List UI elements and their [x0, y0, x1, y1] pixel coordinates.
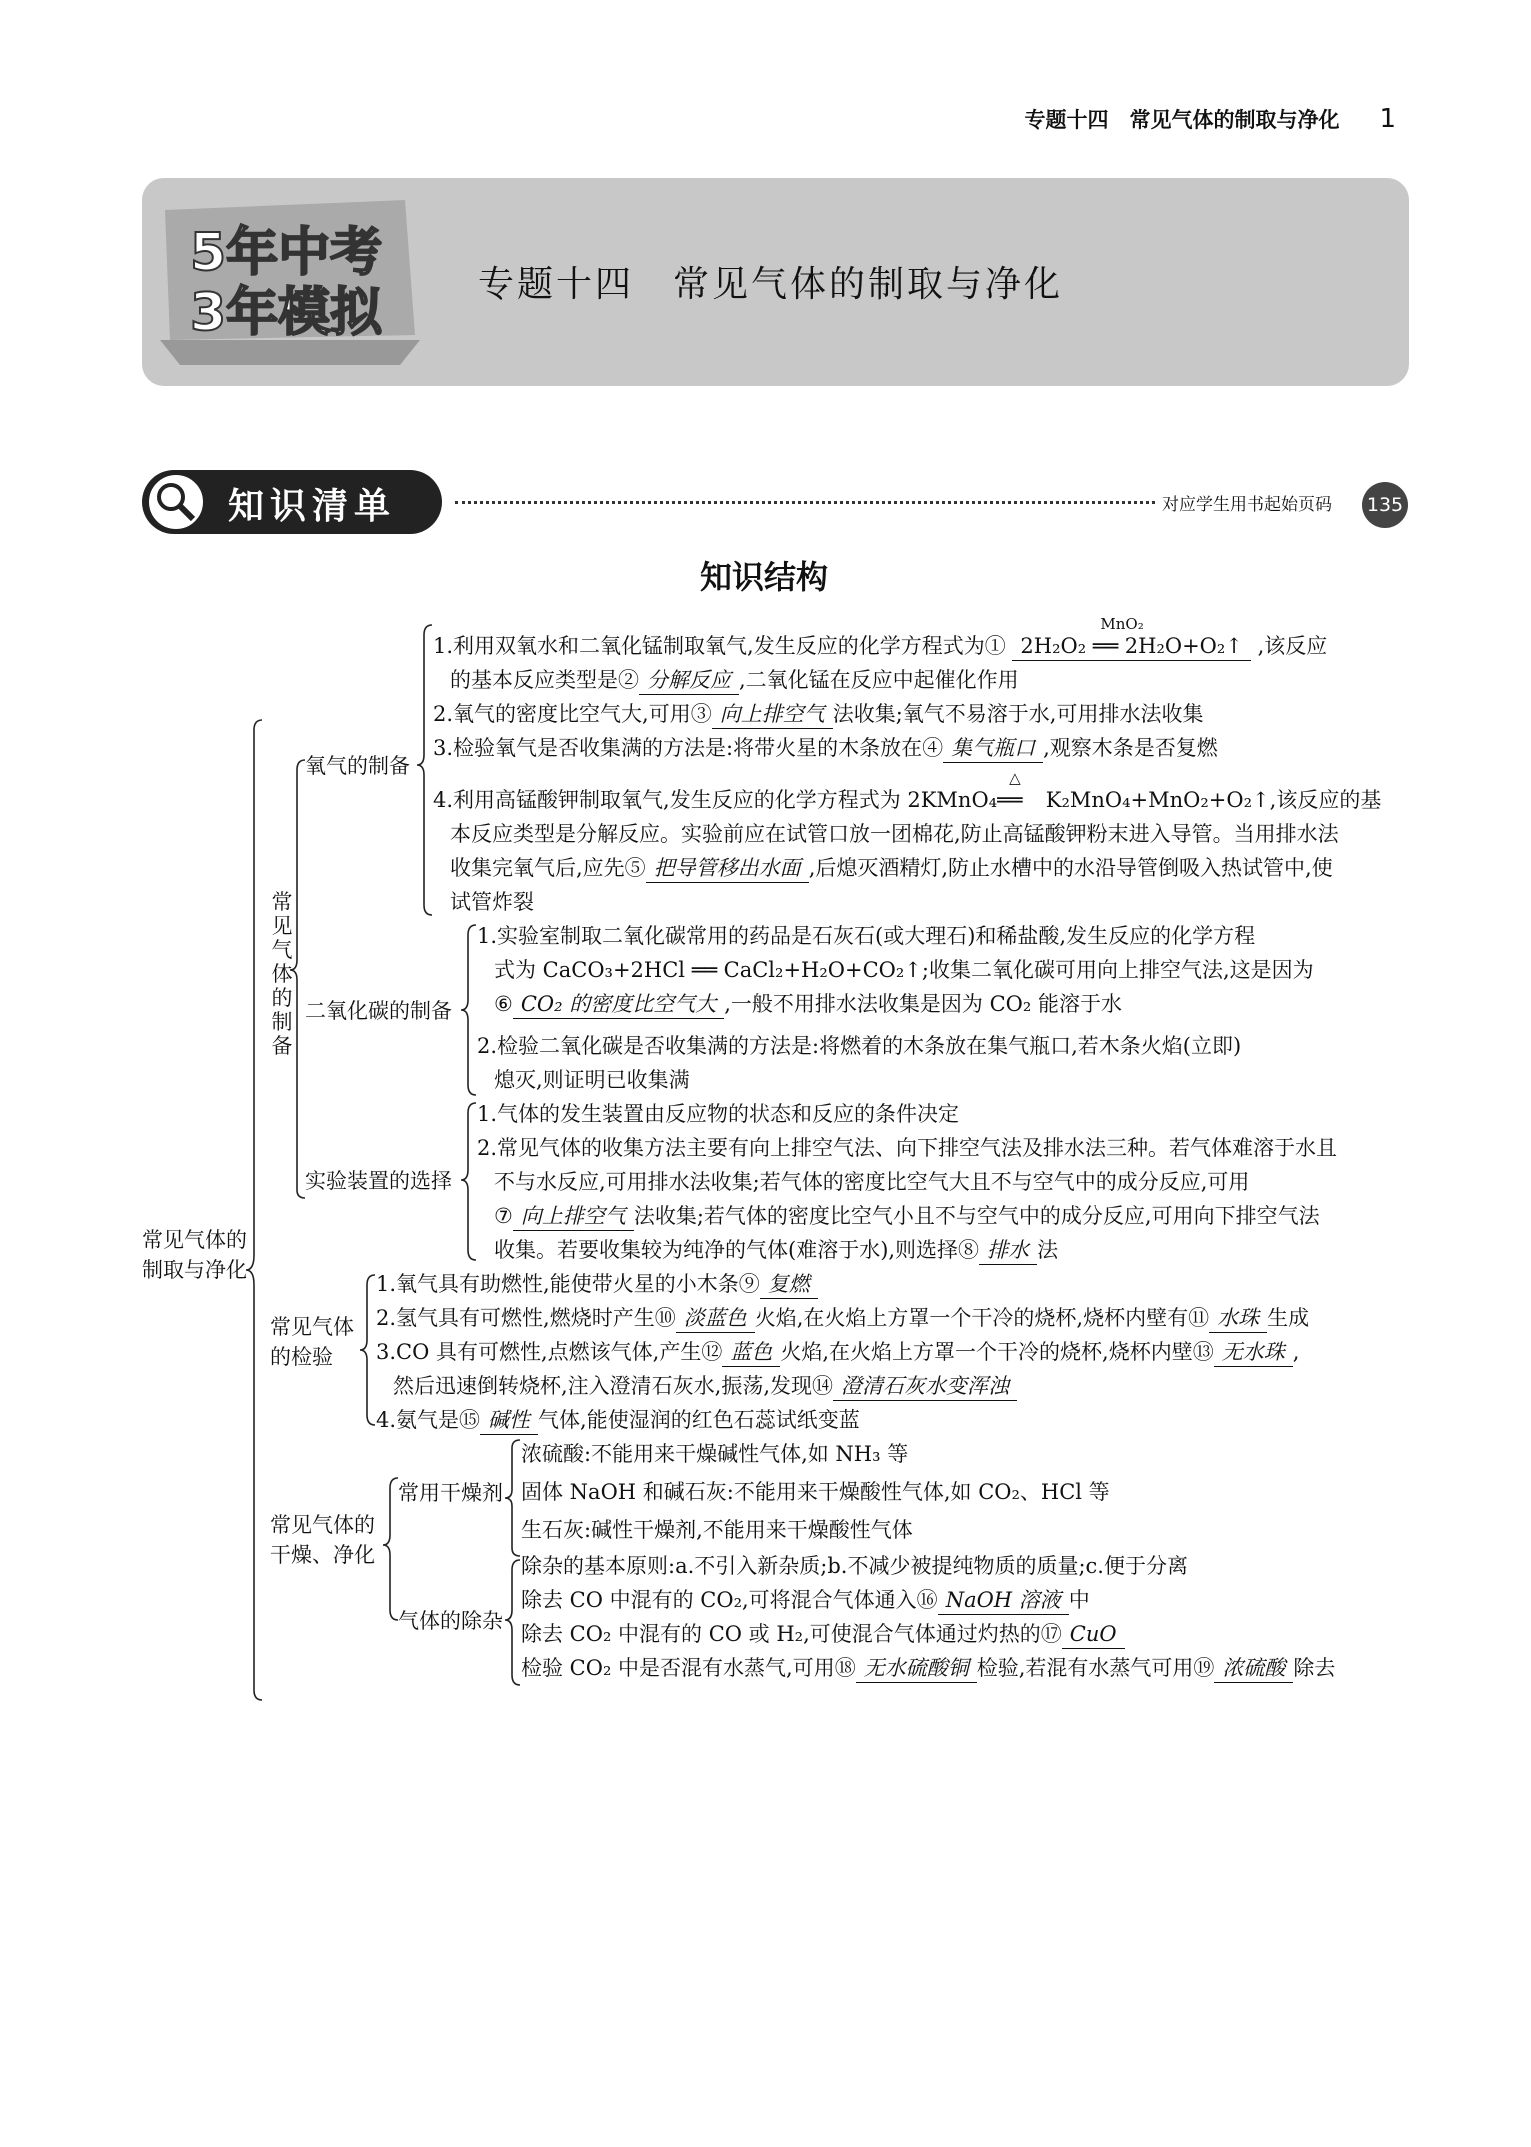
text: 法: [1037, 1238, 1059, 1262]
answer-4: 集气瓶口: [943, 734, 1043, 763]
answer-19: 浓硫酸: [1214, 1654, 1293, 1683]
branch-apparatus: 实验装置的选择: [305, 1169, 452, 1193]
section-title: 知识结构: [700, 558, 829, 596]
line-d1: 浓硫酸:不能用来干燥碱性气体,如 NH₃ 等: [521, 1442, 909, 1466]
text: 除去: [1293, 1656, 1336, 1680]
line-t1: [376, 1270, 818, 1299]
line-d3: 生石灰:碱性干燥剂,不能用来干燥酸性气体: [521, 1518, 913, 1542]
line-o8: 试管炸裂: [450, 890, 534, 914]
text: 的基本反应类型是②: [450, 668, 639, 692]
text: ⑦: [494, 1204, 513, 1228]
heat-symbol: △: [1009, 769, 1021, 787]
line-o3: [433, 700, 1203, 729]
text: ,一般不用排水法收集是因为 CO₂ 能溶于水: [724, 992, 1122, 1016]
text: 生成: [1267, 1306, 1310, 1330]
text: 1.利用双氧水和二氧化锰制取氧气,发生反应的化学方程式为①: [433, 634, 1006, 658]
text: 3.CO 具有可燃性,点燃该气体,产生⑫: [376, 1340, 723, 1364]
branch-gas-test-text: 常见气体 的检验: [270, 1315, 354, 1369]
text: 除去 CO 中混有的 CO₂,可将混合气体通入⑯: [521, 1588, 938, 1612]
svg-text:3年模拟: 3年模拟: [190, 283, 383, 343]
line-o7: [450, 854, 1333, 883]
answer-13: 无水珠: [1214, 1338, 1293, 1367]
line-e1: 1.气体的发生装置由反应物的状态和反应的条件决定: [477, 1102, 960, 1126]
line-o1: [433, 615, 1328, 661]
text: 收集完氧气后,应先⑤: [450, 856, 646, 880]
chapter-title: 专题十四 常见气体的制取与净化: [478, 264, 1064, 305]
text: 4.氨气是⑮: [376, 1408, 481, 1432]
line-c4: 2.检验二氧化碳是否收集满的方法是:将燃着的木条放在集气瓶口,若木条火焰(立即): [477, 1034, 1242, 1058]
answer-12: 蓝色: [722, 1338, 780, 1367]
text: 法收集;氧气不易溶于水,可用排水法收集: [832, 702, 1204, 726]
answer-17: CuO: [1062, 1620, 1125, 1649]
branch-gas-test: [270, 1312, 365, 1372]
line-o4: [433, 734, 1218, 763]
answer-15: 碱性: [480, 1406, 538, 1435]
answer-7: 向上排空气: [513, 1202, 634, 1231]
line-o5: [433, 769, 1382, 814]
line-o2: [450, 666, 1019, 695]
text: 2.氧气的密度比空气大,可用③: [433, 702, 712, 726]
line-c1: 1.实验室制取二氧化碳常用的药品是石灰石(或大理石)和稀盐酸,发生反应的化学方程: [477, 924, 1256, 948]
reaction-arrow: △ ══: [997, 786, 1039, 814]
page-number: 1: [1379, 104, 1396, 134]
line-e2: 2.常见气体的收集方法主要有向上排空气法、向下排空气法及排水法三种。若气体难溶于水且: [477, 1136, 1338, 1160]
branch-impurity-removal: 气体的除杂: [398, 1609, 503, 1633]
branch-desiccant: 常用干燥剂: [398, 1481, 503, 1505]
text: 收集。若要收集较为纯净的气体(难溶于水),则选择⑧: [494, 1238, 980, 1262]
line-t2: [376, 1304, 1309, 1333]
line-t4: [393, 1372, 1017, 1401]
line-p3: [521, 1620, 1125, 1649]
tree-root: [142, 1225, 247, 1285]
tree-root-text: 常见气体的 制取与净化: [142, 1228, 247, 1282]
answer-10: 淡蓝色: [676, 1304, 755, 1333]
text: 火焰,在火焰上方罩一个干冷的烧杯,烧杯内壁有⑪: [754, 1306, 1210, 1330]
answer-3: 向上排空气: [712, 700, 833, 729]
text: 火焰,在火焰上方罩一个干冷的烧杯,烧杯内壁⑬: [780, 1340, 1214, 1364]
catalyst-label: MnO₂: [1100, 615, 1144, 633]
line-e5: [494, 1236, 1058, 1265]
answer-1-text: 2H₂O₂ ══ 2H₂O+O₂↑: [1020, 634, 1243, 658]
branch-gas-preparation: 常见气体的制备: [271, 890, 293, 1058]
text: 然后迅速倒转烧杯,注入澄清石灰水,振荡,发现⑭: [393, 1374, 834, 1398]
answer-1: [1012, 615, 1251, 661]
page-ref-label: 对应学生用书起始页码: [1162, 495, 1332, 515]
text: 除去 CO₂ 中混有的 CO 或 H₂,可使混合气体通过灼热的⑰: [521, 1622, 1062, 1646]
line-d2: 固体 NaOH 和碱石灰:不能用来干燥酸性气体,如 CO₂、HCl 等: [521, 1480, 1110, 1504]
svg-text:5年中考: 5年中考: [190, 223, 383, 283]
line-c5: 熄灭,则证明已收集满: [494, 1068, 690, 1092]
line-t5: [376, 1406, 860, 1435]
text: 3.检验氧气是否收集满的方法是:将带火星的木条放在④: [433, 736, 944, 760]
line-e4: [494, 1202, 1320, 1231]
line-e3: 不与水反应,可用排水法收集;若气体的密度比空气大且不与空气中的成分反应,可用: [494, 1170, 1250, 1194]
line-p1: 除杂的基本原则:a.不引入新杂质;b.不减少被提纯物质的质量;c.便于分离: [521, 1554, 1188, 1578]
line-p2: [521, 1586, 1090, 1615]
answer-5: 把导管移出水面: [646, 854, 809, 883]
answer-2: 分解反应: [639, 666, 739, 695]
text: 1.氧气具有助燃性,能使带火星的小木条⑨: [376, 1272, 760, 1296]
branch-dry-purify-text: 常见气体的 干燥、净化: [270, 1513, 375, 1567]
line-c2: 式为 CaCO₃+2HCl ══ CaCl₂+H₂O+CO₂↑;收集二氧化碳可用向上排空气法,这是因为: [494, 958, 1314, 982]
text: ,该反应: [1257, 634, 1328, 658]
line-c3: [494, 990, 1122, 1019]
section-pill-label: 知识清单: [228, 486, 397, 527]
line-p4: [521, 1654, 1335, 1683]
text: ⑥: [494, 992, 513, 1016]
branch-dry-purify: [270, 1510, 390, 1570]
page-ref-number: 135: [1362, 482, 1408, 528]
answer-16: NaOH 溶液: [938, 1586, 1069, 1615]
text: 气体,能使湿润的红色石蕊试纸变蓝: [538, 1408, 860, 1432]
answer-18: 无水硫酸铜: [856, 1654, 977, 1683]
text: K₂MnO₄+MnO₂+O₂↑,该反应的基: [1039, 788, 1382, 812]
answer-14: 澄清石灰水变浑浊: [833, 1372, 1017, 1401]
line-t3: [376, 1338, 1299, 1367]
answer-6: CO₂ 的密度比空气大: [513, 990, 724, 1019]
text: ,二氧化锰在反应中起催化作用: [739, 668, 1019, 692]
branch-oxygen: 氧气的制备: [305, 754, 410, 778]
text: 中: [1068, 1588, 1090, 1612]
running-head-text: 专题十四 常见气体的制取与净化: [1024, 108, 1340, 132]
text: 检验,若混有水蒸气可用⑲: [976, 1656, 1215, 1680]
text: ,: [1292, 1340, 1300, 1364]
text: ,观察木条是否复燃: [1043, 736, 1218, 760]
text: 检验 CO₂ 中是否混有水蒸气,可用⑱: [521, 1656, 856, 1680]
text: 法收集;若气体的密度比空气小且不与空气中的成分反应,可用向下排空气法: [633, 1204, 1320, 1228]
branch-co2: 二氧化碳的制备: [305, 999, 452, 1023]
answer-11: 水珠: [1209, 1304, 1267, 1333]
text: 4.利用高锰酸钾制取氧气,发生反应的化学方程式为 2KMnO₄: [433, 788, 998, 812]
line-o6: 本反应类型是分解反应。实验前应在试管口放一团棉花,防止高锰酸钾粉末进入导管。当用排水法: [450, 822, 1339, 846]
answer-8: 排水: [979, 1236, 1037, 1265]
text: 2.氢气具有可燃性,燃烧时产生⑩: [376, 1306, 676, 1330]
text: ,后熄灭酒精灯,防止水槽中的水沿导管倒吸入热试管中,使: [808, 856, 1333, 880]
answer-9: 复燃: [760, 1270, 818, 1299]
